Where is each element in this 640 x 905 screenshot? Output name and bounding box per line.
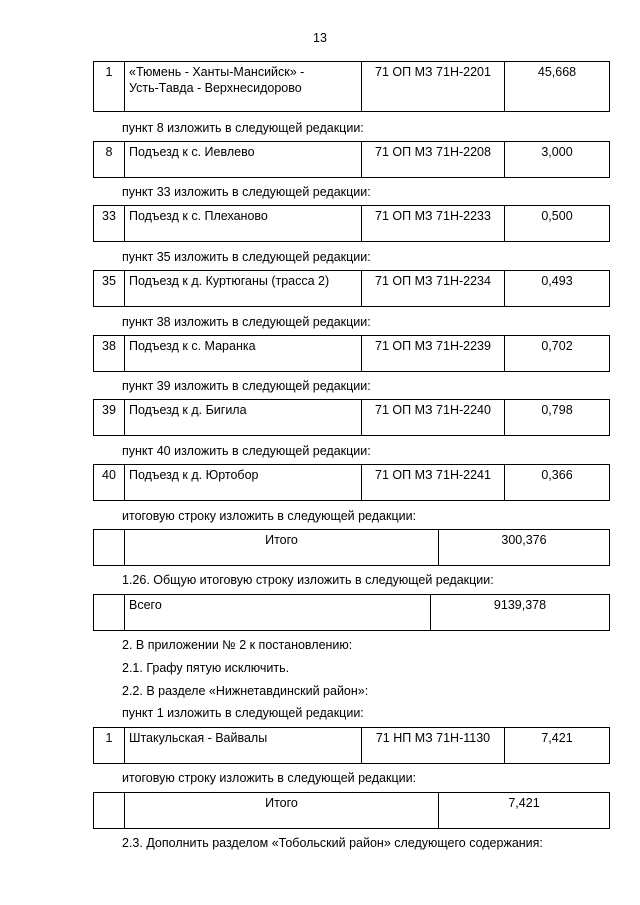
road-length: 0,500 bbox=[505, 206, 610, 242]
road-name: Штакульская - Вайвалы bbox=[125, 728, 362, 764]
road-code: 71 ОП МЗ 71Н-2208 bbox=[362, 142, 505, 178]
total-value: 7,421 bbox=[439, 793, 610, 829]
instruction-line: пункт 40 изложить в следующей редакции: bbox=[122, 444, 371, 458]
instruction-line: пункт 8 изложить в следующей редакции: bbox=[122, 121, 364, 135]
grand-total-label: Всего bbox=[125, 595, 431, 631]
road-table-row bbox=[93, 335, 610, 372]
row-number: 35 bbox=[94, 271, 125, 307]
total-table bbox=[93, 529, 610, 566]
instruction-line: пункт 33 изложить в следующей редакции: bbox=[122, 185, 371, 199]
row-number: 40 bbox=[94, 465, 125, 501]
paragraph-line: 2.3. Дополнить разделом «Тобольский район» следующего содержания: bbox=[122, 836, 543, 850]
paragraph-line: 2.1. Графу пятую исключить. bbox=[122, 661, 290, 675]
road-length: 0,702 bbox=[505, 336, 610, 372]
road-code: 71 ОП МЗ 71Н-2241 bbox=[362, 465, 505, 501]
road-table-row bbox=[93, 464, 610, 501]
road-name: «Тюмень - Ханты-Мансийск» - Усть-Тавда - Верхнесидорово bbox=[125, 62, 362, 112]
row-number: 38 bbox=[94, 336, 125, 372]
empty-cell bbox=[94, 595, 125, 631]
road-name: Подъезд к с. Иевлево bbox=[125, 142, 362, 178]
empty-cell bbox=[94, 530, 125, 566]
road-code: 71 ОП МЗ 71Н-2239 bbox=[362, 336, 505, 372]
road-table-row bbox=[93, 141, 610, 178]
road-table-row bbox=[93, 270, 610, 307]
grand-total-table bbox=[93, 594, 610, 631]
row-number: 1 bbox=[94, 728, 125, 764]
road-name: Подъезд к с. Плеханово bbox=[125, 206, 362, 242]
instruction-line: пункт 38 изложить в следующей редакции: bbox=[122, 315, 371, 329]
road-name: Подъезд к д. Куртюганы (трасса 2) bbox=[125, 271, 362, 307]
road-code: 71 ОП МЗ 71Н-2240 bbox=[362, 400, 505, 436]
road-code: 71 ОП МЗ 71Н-2234 bbox=[362, 271, 505, 307]
page-number: 13 bbox=[313, 31, 327, 45]
row-number: 33 bbox=[94, 206, 125, 242]
road-table-row bbox=[93, 727, 610, 764]
instruction-line: итоговую строку изложить в следующей редакции: bbox=[122, 509, 417, 523]
row-number: 8 bbox=[94, 142, 125, 178]
road-name: Подъезд к д. Юртобор bbox=[125, 465, 362, 501]
instruction-line: пункт 39 изложить в следующей редакции: bbox=[122, 379, 371, 393]
road-table-row-1 bbox=[93, 61, 610, 112]
road-length: 3,000 bbox=[505, 142, 610, 178]
road-table-row bbox=[93, 205, 610, 242]
total-label: Итого bbox=[125, 530, 439, 566]
road-code: 71 ОП МЗ 71Н-2201 bbox=[362, 62, 505, 112]
instruction-line: пункт 1 изложить в следующей редакции: bbox=[122, 706, 364, 720]
total-table bbox=[93, 792, 610, 829]
row-number: 39 bbox=[94, 400, 125, 436]
road-length: 0,798 bbox=[505, 400, 610, 436]
road-code: 71 ОП МЗ 71Н-2233 bbox=[362, 206, 505, 242]
road-length: 0,366 bbox=[505, 465, 610, 501]
instruction-line: пункт 35 изложить в следующей редакции: bbox=[122, 250, 371, 264]
grand-total-value: 9139,378 bbox=[431, 595, 610, 631]
total-label: Итого bbox=[125, 793, 439, 829]
paragraph-line: 2. В приложении № 2 к постановлению: bbox=[122, 638, 353, 652]
road-length: 45,668 bbox=[505, 62, 610, 112]
road-table-row bbox=[93, 399, 610, 436]
road-length: 0,493 bbox=[505, 271, 610, 307]
instruction-line: итоговую строку изложить в следующей редакции: bbox=[122, 771, 417, 785]
row-number: 1 bbox=[94, 62, 125, 112]
road-name: Подъезд к д. Бигила bbox=[125, 400, 362, 436]
total-value: 300,376 bbox=[439, 530, 610, 566]
road-code: 71 НП МЗ 71Н-1130 bbox=[362, 728, 505, 764]
empty-cell bbox=[94, 793, 125, 829]
paragraph-line: 2.2. В разделе «Нижнетавдинский район»: bbox=[122, 684, 369, 698]
road-length: 7,421 bbox=[505, 728, 610, 764]
road-name: Подъезд к с. Маранка bbox=[125, 336, 362, 372]
instruction-line: 1.26. Общую итоговую строку изложить в следующей редакции: bbox=[122, 573, 494, 587]
